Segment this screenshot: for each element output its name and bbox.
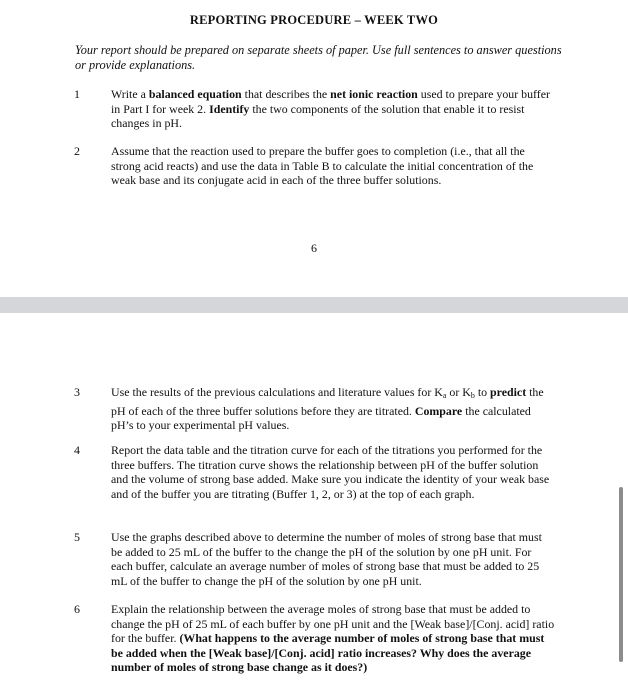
- intro-instructions: Your report should be prepared on separate sheets of paper. Use full sentences to answer questions or provide explanations.: [75, 43, 562, 72]
- emphasis-text: Compare: [414, 403, 463, 418]
- text-segment: Write a: [111, 87, 149, 101]
- emphasis-text: Identify: [209, 101, 250, 116]
- subscript-text: a: [442, 391, 447, 400]
- text-segment: that describes the: [241, 87, 331, 101]
- page-separator: [0, 297, 628, 313]
- emphasis-text: predict: [490, 385, 527, 399]
- question-text: [111, 530, 556, 588]
- emphasis-text: (What happens to the average number of moles of strong base that must be added when the [Weak base]/[Conj. acid] ratio increases? Why does the average number of moles of strong base change as it does?): [111, 631, 545, 675]
- question-text: [111, 87, 556, 131]
- text-segment: Report the data table and the titration curve for each of the titrations you performed for the three buffers. The titration curve shows the relationship between pH of the buffer solution and the volume of strong base added. Make sure you indicate the identity of your weak base and of the buffer you are titrating (Buffer 1, 2, or 3) at the top of each graph.: [111, 443, 550, 501]
- document-title: REPORTING PROCEDURE – WEEK TWO: [189, 13, 439, 27]
- text-segment: the two components of the solution that enable it to resist changes in pH.: [111, 101, 525, 131]
- document-page-top: [0, 0, 628, 297]
- text-segment: Assume that the reaction used to prepare the buffer goes to completion (i.e., that all the strong acid reacts) and use the data in Table B to calculate the initial concentration of the weak base and its conjugate acid in each of the three buffer solutions.: [111, 144, 534, 188]
- question-number: 2: [74, 144, 80, 158]
- question-number: 5: [74, 530, 80, 544]
- question-text: [111, 443, 556, 501]
- text-segment: Use the graphs described above to determine the number of moles of strong base that must be added to 25 mL of the buffer to the change the pH of the solution by one pH unit. For each buffer, calculate an average number of moles of strong base that must be added to 25 mL of the buffer to change the pH of the solution by one pH unit.: [111, 530, 542, 588]
- question-text: [111, 602, 556, 675]
- text-segment: the calculated pH’s to your experimental pH values.: [111, 403, 531, 433]
- question-number: 1: [74, 87, 80, 101]
- text-segment: to: [474, 385, 491, 399]
- question-number: 4: [74, 443, 80, 457]
- vertical-scrollbar[interactable]: [619, 487, 623, 662]
- emphasis-text: balanced equation: [148, 87, 242, 101]
- question-number: 6: [74, 602, 80, 616]
- question-text: [111, 385, 556, 433]
- text-segment: used to prepare your buffer in Part I for week 2.: [111, 87, 550, 116]
- text-segment: Explain the relationship between the average moles of strong base that must be added to change the pH of 25 mL of each buffer by one pH unit and the [Weak base]/[Conj. acid] ratio for the buffer.: [111, 602, 555, 646]
- text-segment: Use the results of the previous calculations and literature values for K: [111, 385, 443, 399]
- text-segment: or K: [446, 385, 471, 399]
- question-number: 3: [74, 385, 80, 399]
- text-segment: the pH of each of the three buffer solutions before they are titrated.: [111, 385, 544, 418]
- question-text: [111, 144, 556, 188]
- page-number: 6: [311, 241, 317, 255]
- emphasis-text: net ionic reaction: [330, 87, 418, 101]
- subscript-text: b: [470, 391, 475, 400]
